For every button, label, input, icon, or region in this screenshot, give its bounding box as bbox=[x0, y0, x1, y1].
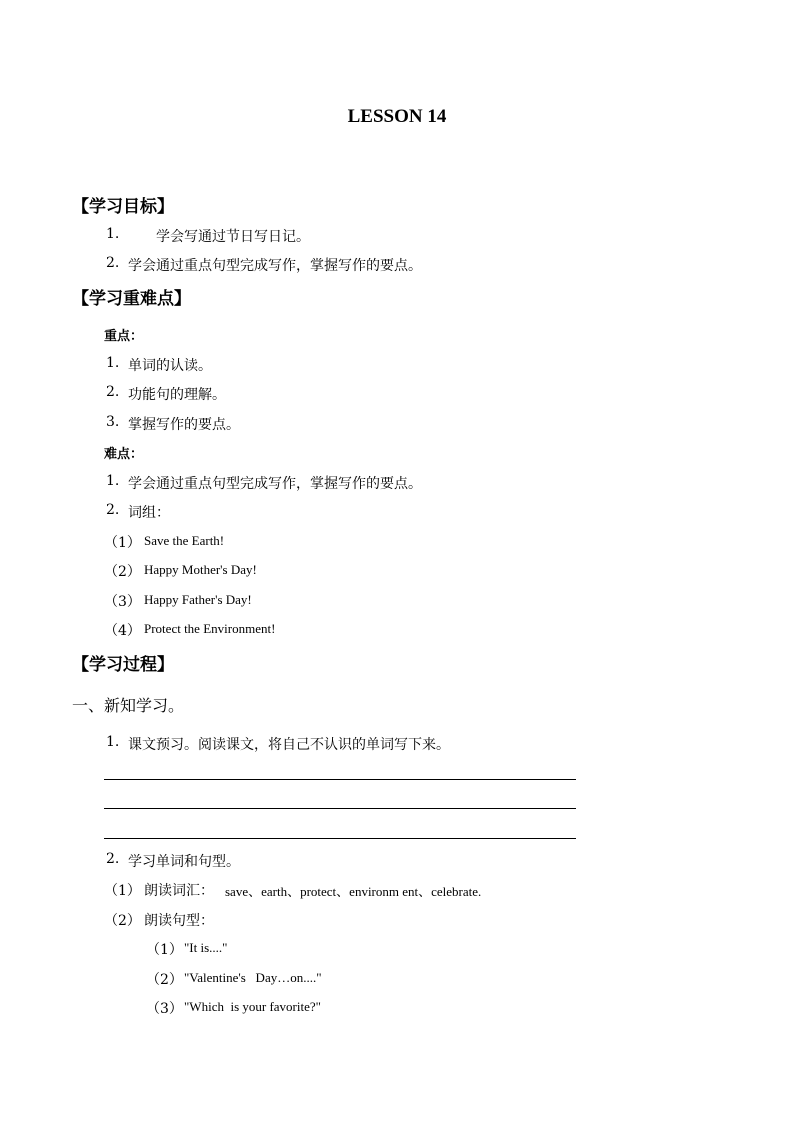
goal-item-2-num: 2. bbox=[106, 255, 120, 271]
sentence-1-num: （1） bbox=[146, 942, 183, 958]
important-item-2-num: 2. bbox=[106, 384, 120, 400]
important-item-3: 掌握写作的要点。 bbox=[128, 417, 240, 433]
key-points-heading: 【学习重难点】 bbox=[72, 289, 191, 309]
phrase-4-num: （4） bbox=[104, 623, 141, 639]
step1-text: 课文预习。阅读课文，将自己不认识的单词写下来。 bbox=[128, 737, 450, 753]
phrase-3: Happy Father's Day! bbox=[144, 592, 252, 607]
sentences-num: （2） bbox=[104, 913, 141, 929]
goal-item-2: 学会通过重点句型完成写作，掌握写作的要点。 bbox=[128, 258, 422, 274]
answer-line-3[interactable] bbox=[104, 838, 576, 839]
important-item-3-num: 3. bbox=[106, 414, 120, 430]
important-item-2: 功能句的理解。 bbox=[128, 387, 226, 403]
phrase-2: Happy Mother's Day! bbox=[144, 562, 257, 577]
sentence-2: "Valentine's Day…on...." bbox=[184, 970, 322, 985]
vocab-label: 朗读词汇： bbox=[144, 883, 214, 899]
sentence-1: "It is...." bbox=[184, 940, 228, 955]
vocab-words: save、earth、protect、environm ent、celebrate. bbox=[225, 884, 482, 899]
important-item-1-num: 1. bbox=[106, 355, 120, 371]
step2-num: 2. bbox=[106, 851, 120, 867]
difficult-item-2: 词组： bbox=[128, 505, 170, 521]
vocab-num: （1） bbox=[104, 883, 141, 899]
sentence-2-num: （2） bbox=[146, 972, 183, 988]
sentences-label: 朗读句型： bbox=[144, 913, 214, 929]
phrase-1: Save the Earth! bbox=[144, 533, 225, 548]
phrase-1-num: （1） bbox=[104, 535, 141, 551]
goal-item-1: 学会写通过节日写日记。 bbox=[156, 229, 310, 245]
difficult-item-1: 学会通过重点句型完成写作，掌握写作的要点。 bbox=[128, 476, 422, 492]
sentence-3-num: （3） bbox=[146, 1001, 183, 1017]
difficult-item-1-num: 1. bbox=[106, 473, 120, 489]
page-title: LESSON 14 bbox=[347, 106, 447, 127]
answer-line-1[interactable] bbox=[104, 779, 576, 780]
difficult-label: 难点： bbox=[104, 447, 144, 462]
phrase-3-num: （3） bbox=[104, 594, 141, 610]
difficult-item-2-num: 2. bbox=[106, 502, 120, 518]
part1-heading: 一、新知学习。 bbox=[72, 696, 185, 715]
phrase-2-num: （2） bbox=[104, 564, 141, 580]
step2-text: 学习单词和句型。 bbox=[128, 854, 240, 870]
step1-num: 1. bbox=[106, 734, 120, 750]
important-label: 重点： bbox=[104, 329, 144, 344]
process-heading: 【学习过程】 bbox=[72, 655, 174, 675]
sentence-3: "Which is your favorite?" bbox=[184, 999, 321, 1014]
important-item-1: 单词的认读。 bbox=[128, 358, 212, 374]
goal-item-1-num: 1. bbox=[106, 226, 120, 242]
answer-line-2[interactable] bbox=[104, 808, 576, 809]
phrase-4: Protect the Environment! bbox=[144, 621, 276, 636]
goals-heading: 【学习目标】 bbox=[72, 197, 174, 217]
